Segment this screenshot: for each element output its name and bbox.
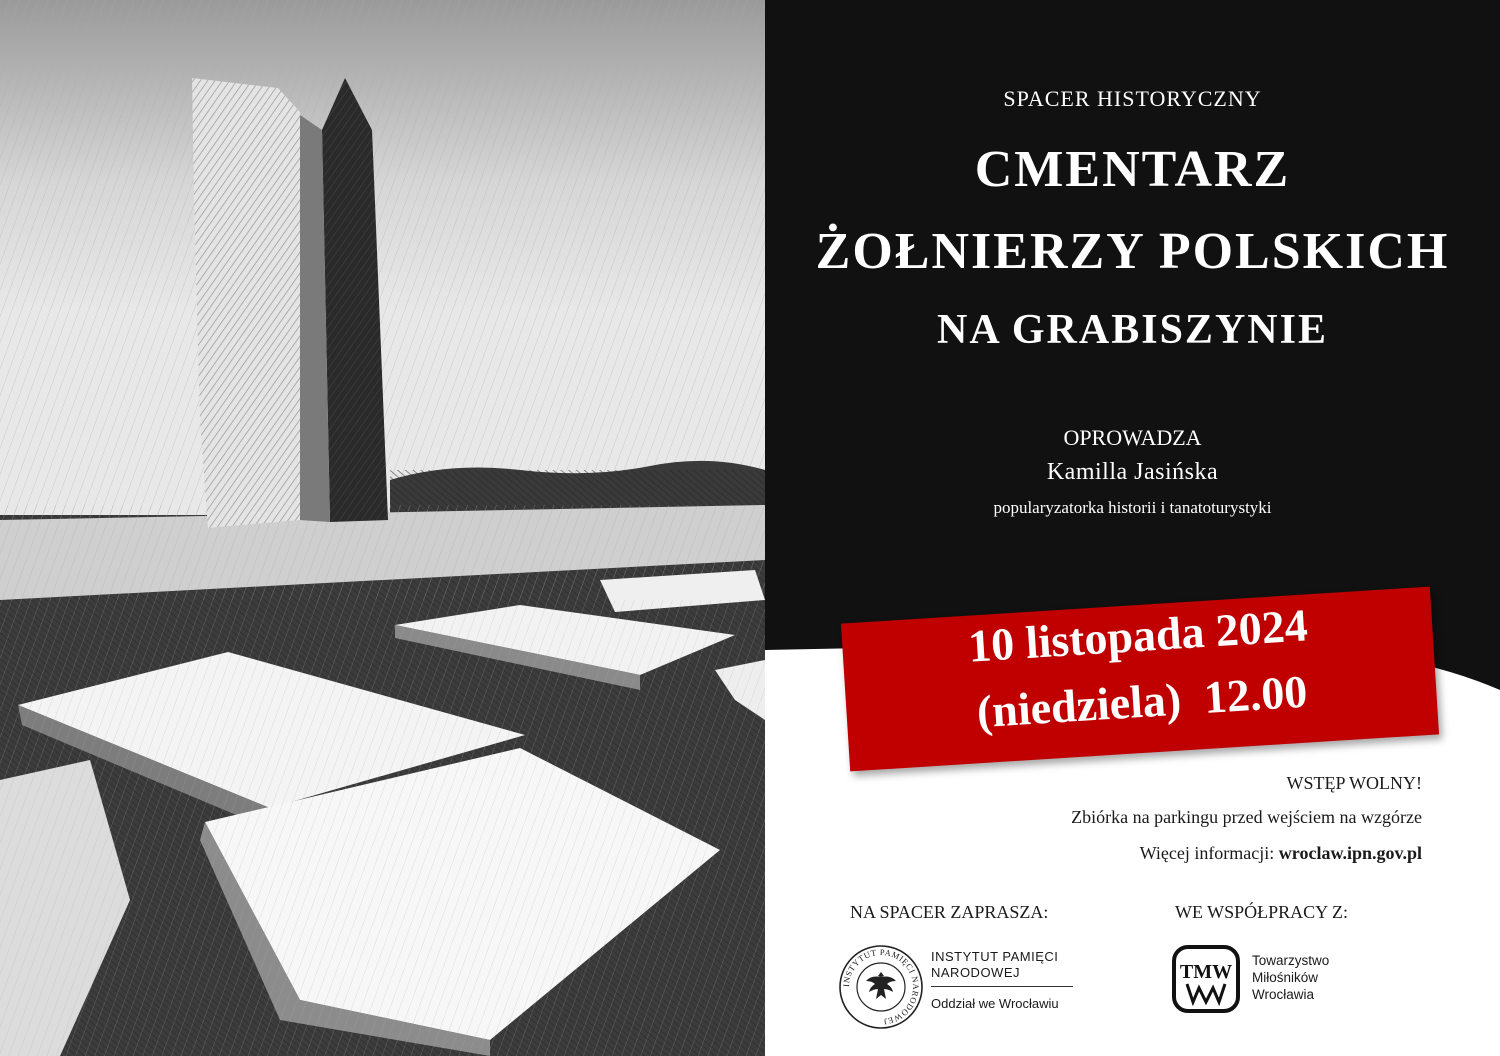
ipn-name-line-1: INSTYTUT PAMIĘCI	[931, 949, 1059, 964]
date-line-1: 10 listopada 2024	[966, 599, 1310, 672]
tmw-name-line-2: Miłośników	[1252, 970, 1319, 985]
guide-role: popularyzatorka historii i tanatoturystyki	[993, 498, 1272, 517]
ipn-name-line-2: NARODOWEJ	[931, 965, 1020, 980]
tmw-mark: TMW	[1179, 961, 1233, 983]
more-info-link[interactable]: wroclaw.ipn.gov.pl	[1278, 843, 1422, 863]
cooperation-heading: WE WSPÓŁPRACY Z:	[1175, 902, 1349, 922]
entry-note: WSTĘP WOLNY!	[1286, 773, 1422, 793]
guide-name: Kamilla Jasińska	[1046, 459, 1219, 485]
tmw-name-line-3: Wrocławia	[1252, 987, 1315, 1002]
date-line-2: (niedziela) 12.00	[975, 665, 1309, 738]
guide-label: OPROWADZA	[1063, 425, 1202, 450]
more-info-label: Więcej informacji:	[1139, 843, 1279, 863]
ipn-seal-text: INSTYTUT PAMIĘCI NARODOWEJ	[840, 946, 922, 1027]
title-line-2: ŻOŁNIERZY POLSKICH	[815, 223, 1450, 280]
ipn-name	[931, 949, 1058, 981]
meeting-point: Zbiórka na parkingu przed wejściem na wzgórze	[1071, 807, 1422, 827]
ipn-branch: Oddział we Wrocławiu	[931, 996, 1059, 1011]
tmw-name-line-1: Towarzystwo	[1252, 953, 1330, 968]
event-type: SPACER HISTORYCZNY	[1003, 86, 1262, 111]
title-line-3: NA GRABISZYNIE	[937, 307, 1328, 353]
more-info	[1140, 843, 1422, 864]
ipn-seal-logo	[838, 944, 924, 1030]
inviter-heading: NA SPACER ZAPRASZA:	[850, 902, 1049, 922]
ipn-divider	[931, 986, 1073, 987]
tmw-logo	[1171, 944, 1241, 1014]
title-line-1: CMENTARZ	[974, 141, 1291, 198]
tmw-name	[1252, 952, 1329, 1003]
